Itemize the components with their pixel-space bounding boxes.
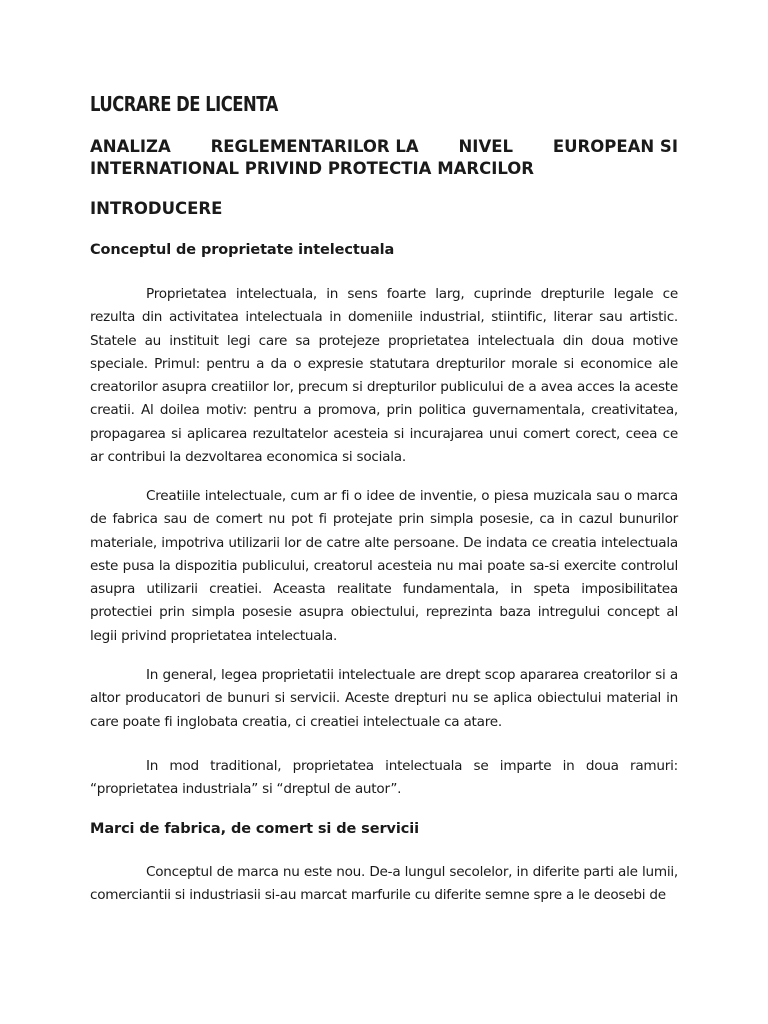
subtitle-word: EUROPEAN SI <box>552 137 678 156</box>
paragraph: In mod traditional, proprietatea intelectuala se imparte in doua ramuri: “proprietatea industriala” si “dreptul de autor”. <box>90 758 678 798</box>
subtitle-word: ANALIZA <box>90 137 171 156</box>
subtitle-word: NIVEL <box>458 137 514 156</box>
document-title: LUCRARE DE LICENTA <box>90 92 278 116</box>
subtitle-line-2: INTERNATIONAL PRIVIND PROTECTIA MARCILOR <box>90 159 535 178</box>
subtitle-word: REGLEMENTARILOR LA <box>210 137 419 156</box>
paragraph: Creatiile intelectuale, cum ar fi o idee de inventie, o piesa muzicala sau o marca de fabrica sau de comert nu pot fi protejate prin simpla posesie, ca in cazul bunurilor materiale, impotriva utilizarii lor de catre alte persoane. De indata ce creatia intelectuala este pusa la dispozitia publicului, creatorul acesteia nu mai poate sa-si exercite controlul asupra utilizarii creatiei. Aceasta realitate fundamentala, in speta imposibilitatea protectiei prin simpla posesie asupra obiectului, reprezinta baza intregului concept al legii privind proprietatea intelectuala. <box>90 488 678 644</box>
paragraph: Proprietatea intelectuala, in sens foarte larg, cuprinde drepturile legale ce rezulta din activitatea intelectuala in domeniile industrial, stiintific, literar sau artistic. Statele au instituit legi care sa protejeze proprietatea intelectuala din doua motive speciale. Primul: pentru a da o expresie statutara drepturilor morale si economice ale creatorilor asupra creatiilor lor, precum si drepturilor publicului de a avea acces la aceste creatii. Al doilea motiv: pentru a promova, prin politica guvernamentala, creativitatea, propagarea si aplicarea rezultatelor acesteia si incurajarea unui comert corect, ceea ce ar contribui la dezvoltarea economica si sociala. <box>90 286 678 466</box>
paragraph: In general, legea proprietatii intelectuale are drept scop apararea creatorilor si a altor producatori de bunuri si servicii. Aceste drepturi nu se aplica obiectului material in care poate fi inglobata creatia, ci creatiei intelectuale ca atare. <box>90 667 678 730</box>
introduction-heading: INTRODUCERE <box>90 199 223 218</box>
section-heading-intellectual-property: Conceptul de proprietate intelectuala <box>90 242 395 258</box>
paragraph: Conceptul de marca nu este nou. De-a lungul secolelor, in diferite parti ale lumii, comerciantii si industriasii si-au marcat marfurile cu diferite semne spre a le deosebi de <box>90 864 678 904</box>
document-subtitle <box>90 136 678 180</box>
section-heading-trademarks: Marci de fabrica, de comert si de servicii <box>90 821 419 837</box>
subtitle-line-1 <box>90 136 678 158</box>
